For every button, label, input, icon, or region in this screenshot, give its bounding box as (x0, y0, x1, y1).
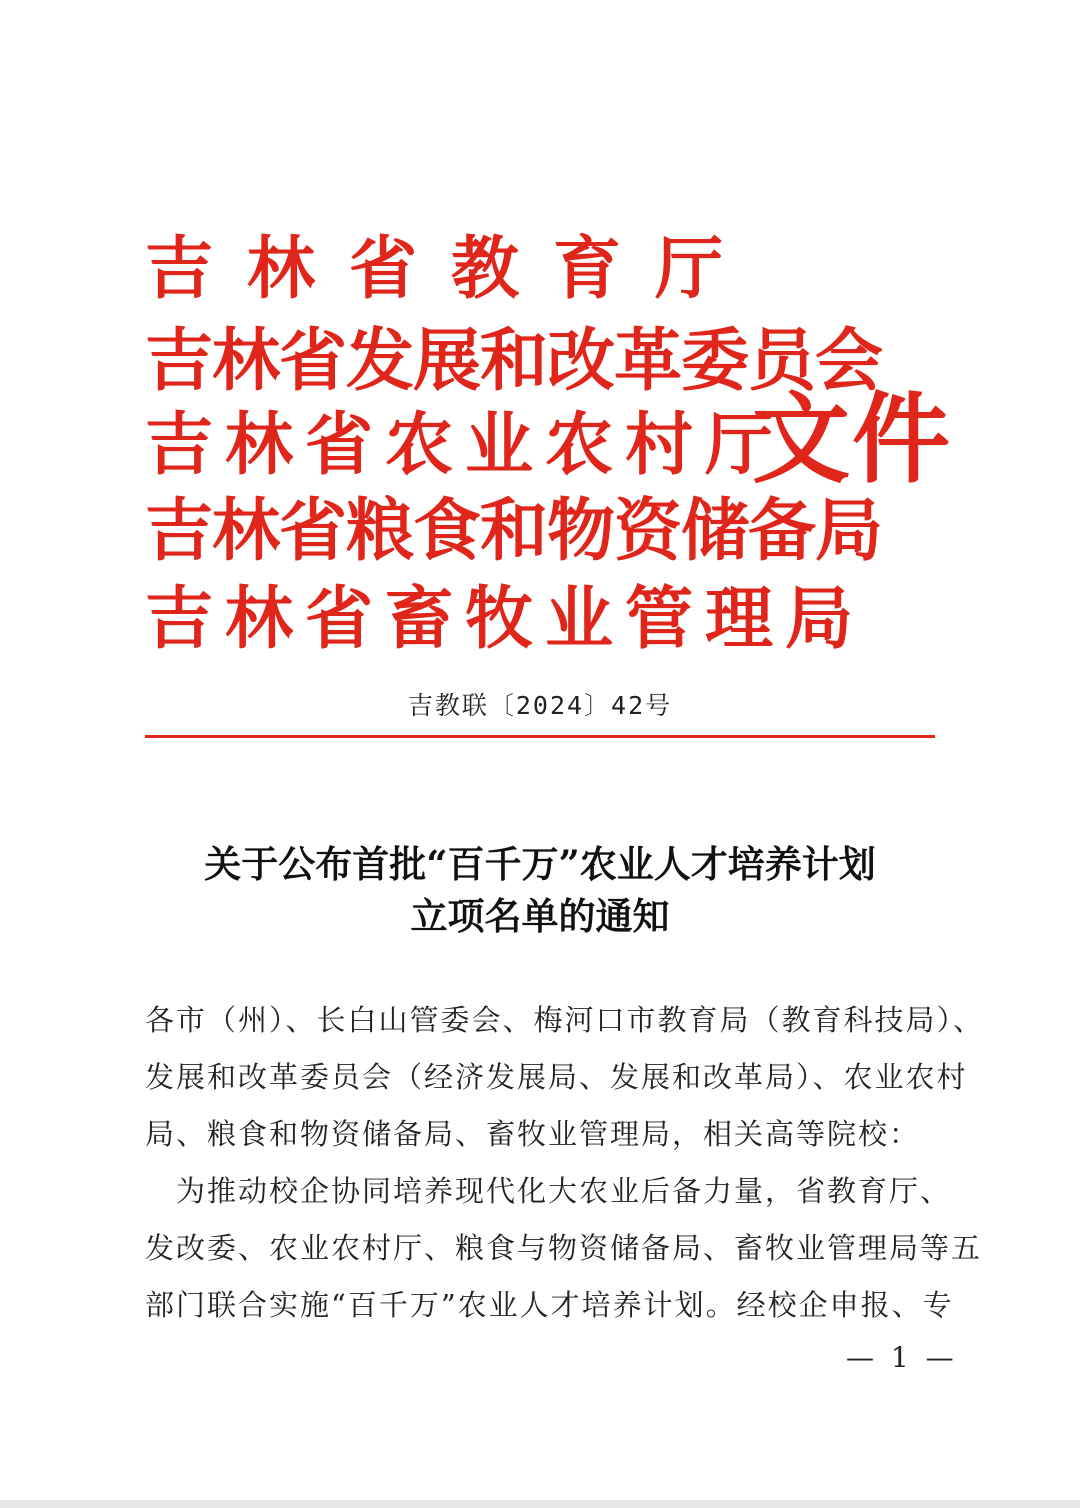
body-line: 局、粮食和物资储备局、畜牧业管理局，相关高等院校： (145, 1117, 921, 1151)
notice-title-line-2: 立项名单的通知 (410, 894, 670, 938)
body-line: 各市（州）、长白山管委会、梅河口市教育局（教育科技局）、 (145, 1003, 985, 1037)
red-divider (145, 735, 935, 738)
body-line: 发改委、农业农村厅、粮食与物资储备局、畜牧业管理局等五 (145, 1231, 983, 1265)
issuer-grain-reserve-bureau: 吉林省粮食和物资储备局 (145, 491, 883, 571)
issuer-education-dept: 吉林省教育厅 (145, 229, 758, 309)
issuer-agriculture-dept: 吉林省农业农村厅 (145, 405, 786, 485)
notice-title-line-1: 关于公布首批“百千万”农业人才培养计划 (204, 842, 876, 886)
body-line: 为推动校企协同培养现代化大农业后备力量，省教育厅、 (145, 1174, 952, 1208)
body-line: 发展和改革委员会（经济发展局、发展和改革局）、农业农村 (145, 1060, 968, 1094)
document-type-label: 文件 (752, 382, 953, 497)
page-number: — 1 — (846, 1341, 958, 1374)
issuer-development-reform-commission: 吉林省发展和改革委员会 (145, 321, 883, 401)
page-bottom-edge (0, 1500, 1080, 1508)
body-line: 部门联合实施“百千万”农业人才培养计划。经校企申报、专 (145, 1288, 954, 1322)
document-number: 吉教联〔2024〕42号 (407, 691, 673, 720)
issuer-animal-husbandry-bureau: 吉林省畜牧业管理局 (145, 579, 866, 659)
